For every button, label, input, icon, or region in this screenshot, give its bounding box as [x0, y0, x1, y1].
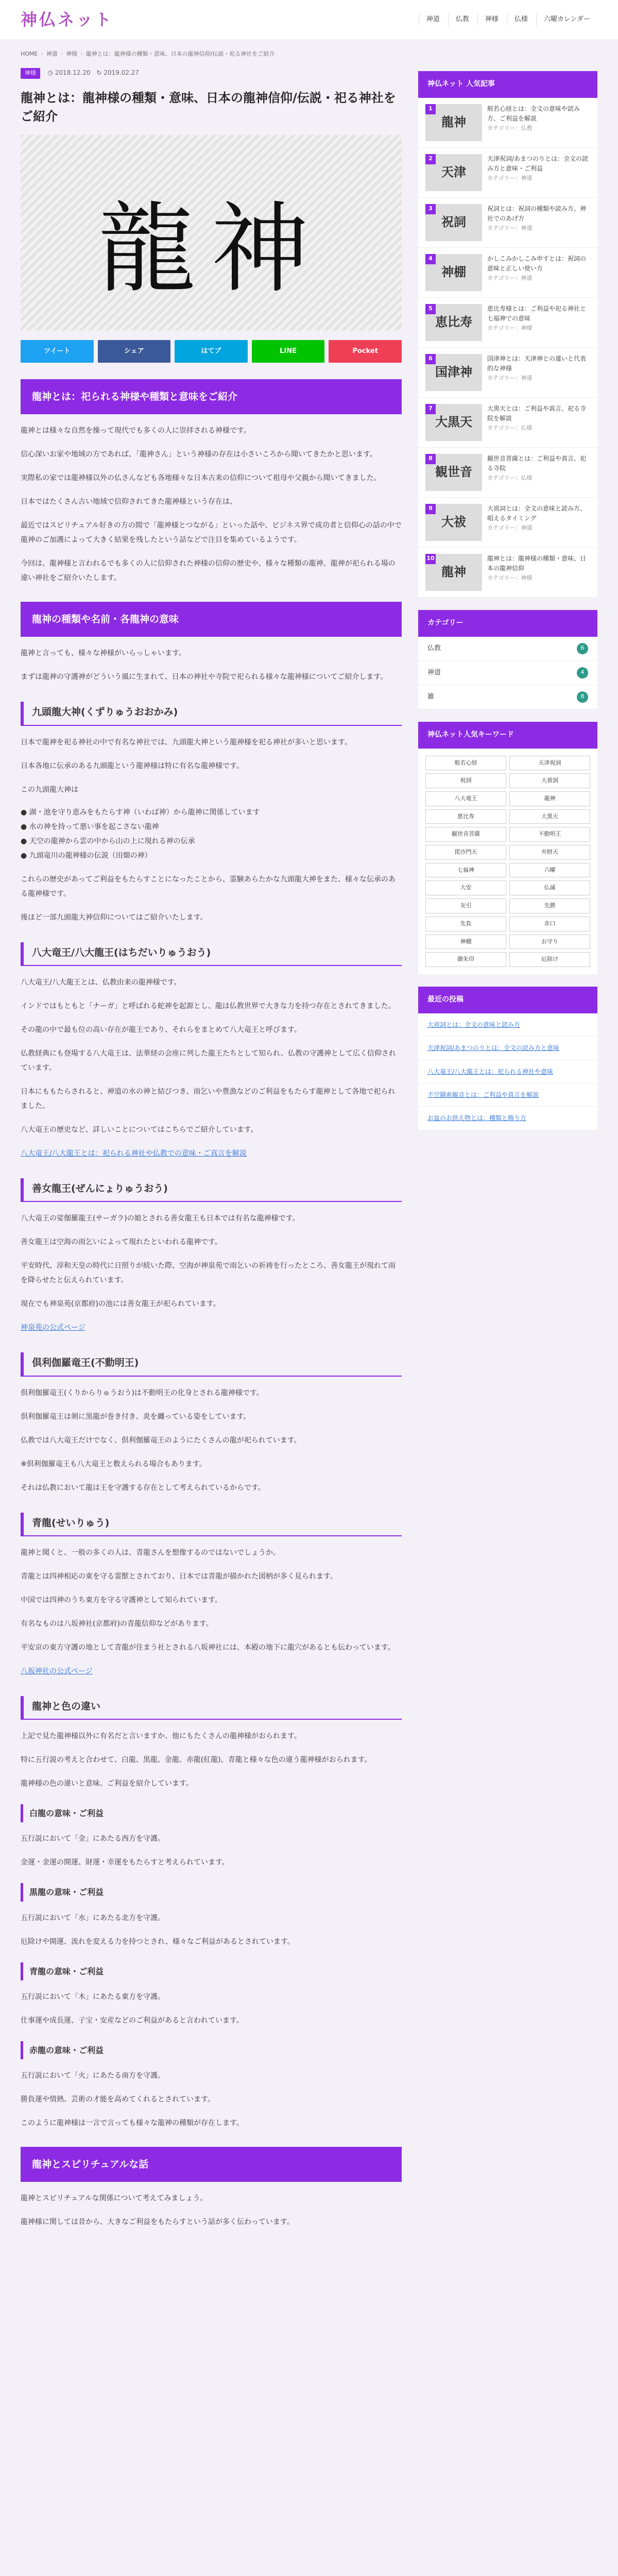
ranking-item[interactable] — [418, 498, 597, 548]
ranking-thumb — [425, 154, 482, 191]
list-item: ● 九頭竜川の龍神様の伝説（田畑の神） — [21, 851, 152, 860]
link-paragraph — [21, 1320, 402, 1335]
ranking-thumb — [425, 254, 482, 291]
paragraph: それは仏教において龍は王を守護する存在として考えられているからです。 — [21, 1483, 265, 1492]
keyword-tag[interactable]: 先勝 — [509, 899, 590, 913]
ranking-thumb-text: 国津神 — [435, 364, 472, 380]
keyword-tag[interactable]: 天津祝詞 — [509, 756, 590, 771]
keyword-tag[interactable]: 仏滅 — [509, 880, 590, 895]
ranking-number: 2 — [425, 154, 436, 164]
ranking-text-block — [487, 204, 590, 241]
sub-heading: 倶利伽羅竜王(不動明王) — [21, 1352, 402, 1376]
ranking-text-block — [487, 554, 590, 591]
ranking-text-block — [487, 404, 590, 441]
share-label: シェア — [124, 347, 144, 355]
category-count: 4 — [577, 667, 588, 679]
section-heading: 龍神とは：祀られる神様や種類と意味をご紹介 — [21, 379, 402, 414]
recent-post-link[interactable]: 不空羂索観音とは：ご利益や真言を解説 — [427, 1091, 539, 1098]
nav-item[interactable]: 六曜カレンダー — [536, 13, 597, 26]
paragraph: 八大竜王の歴史など、詳しいことについてはこちらでご紹介しています。 — [21, 1125, 258, 1134]
breadcrumb — [21, 49, 274, 59]
ranking-item[interactable] — [418, 348, 597, 398]
updated-date: 2019.02.27 — [104, 69, 140, 76]
ranking-thumb-text: 祝詞 — [441, 214, 466, 230]
post-dates: ◷ 2018.12.20 ↻ 2019.02.27 — [47, 69, 140, 76]
paragraph: 日本にももたらされると、神道の水の神と結びつき、雨乞いや豊漁などのご利益をもたらす龍神として各地で祀られました。 — [21, 1087, 396, 1110]
minor-heading: 黒龍の意味・ご利益 — [21, 1883, 402, 1901]
ranking-title[interactable]: 天津祝詞/あまつのりとは：全文の読み方と意味・ご利益 — [487, 155, 589, 172]
share-button[interactable] — [252, 340, 325, 363]
keyword-tag[interactable]: 大黒天 — [509, 809, 590, 824]
paragraph: 有名なものは八坂神社(京都府)の青龍信仰などがあります。 — [21, 1619, 213, 1628]
ranking-thumb — [425, 504, 482, 541]
keyword-tag[interactable]: 神棚 — [425, 935, 506, 950]
bullet-list — [21, 805, 402, 863]
minor-heading: 白龍の意味・ご利益 — [21, 1804, 402, 1822]
ranking-item[interactable] — [418, 98, 597, 148]
breadcrumb-separator: › — [41, 50, 43, 57]
paragraph: 勝負運や情熱、芸術の才能を高めてくれるとされています。 — [21, 2095, 215, 2104]
global-nav — [419, 13, 597, 26]
minor-heading: 青龍の意味・ご利益 — [21, 1962, 402, 1980]
ranking-thumb-text: 龍神 — [441, 114, 466, 130]
recent-post-link[interactable]: 大祓詞とは：全文の意味と読み方 — [427, 1021, 521, 1028]
paragraph: 善女龍王は空海の雨乞いによって現れたといわれる龍神です。 — [21, 1238, 222, 1247]
ranking-category: カテゴリー：神道 — [487, 175, 533, 182]
breadcrumb-item[interactable]: HOME — [21, 50, 38, 57]
paragraph: 五行説において「金」にあたる西方を守護。 — [21, 1835, 165, 1843]
paragraph: 中国では四神のうち東方を守る守護神として知られています。 — [21, 1596, 222, 1604]
ranking-title[interactable]: 大祓詞とは：全文の意味と読み方、唱えるタイミング — [487, 504, 587, 522]
site-logo[interactable]: 神仏ネット — [21, 10, 114, 30]
article — [21, 67, 402, 2229]
article-body — [21, 379, 402, 2229]
keyword-tag[interactable]: 御朱印 — [425, 952, 506, 967]
list-item: ● 天空の龍神から雲の中から山の上に現れる神の伝承 — [21, 837, 195, 845]
ranking-title[interactable]: かしこみかしこみ申すとは：祝詞の意味と正しい使い方 — [487, 255, 587, 272]
paragraph: 八大竜王/八大龍王とは、仏教由来の龍神様です。 — [21, 978, 181, 987]
paragraph: 倶利伽羅竜王(くりからりゅうおう)は不動明王の化身とされる龍神様です。 — [21, 1388, 264, 1397]
keyword-tag[interactable]: 弁財天 — [509, 845, 590, 860]
paragraph: 最近ではスピリチュアル好きの方の間で「龍神様とつながる」といった話や、ビジネス界で成功者と信仰心の話の中で龍神のご加護によって大きく結果を残したという話などで注目を集めているようです。 — [21, 521, 402, 545]
sub-heading: 青龍(せいりゅう) — [21, 1513, 402, 1536]
ranking-category: カテゴリー：神様 — [487, 325, 533, 332]
category-name: 仏教 — [427, 644, 441, 652]
keyword-tag[interactable]: 祝詞 — [425, 773, 506, 788]
link-paragraph — [21, 1664, 402, 1679]
category-item[interactable] — [418, 637, 597, 661]
link-paragraph — [21, 1146, 402, 1161]
paragraph: 信心深いお家や地域の方であれば、「龍神さん」という神様の存在は小さいころから聞いてきたかと思います。 — [21, 450, 377, 459]
ranking-number: 1 — [425, 104, 436, 114]
paragraph: 後ほど一部九頭龍大神信仰についてはご紹介いたします。 — [21, 913, 208, 922]
ranking-category: カテゴリー：神道 — [487, 225, 533, 232]
ranking-category: カテゴリー：神道 — [487, 275, 533, 282]
paragraph: 龍神様に関しては昔から、大きなご利益をもたらすという話が多く伝わっています。 — [21, 2218, 294, 2227]
paragraph: ※倶利伽羅竜王も八大竜王と数えられる場合もあります。 — [21, 1460, 207, 1468]
paragraph: 五行説において「火」にあたる南方を守護。 — [21, 2071, 165, 2080]
share-label: はてブ — [201, 347, 221, 355]
section-heading: 龍神の種類や名前・各龍神の意味 — [21, 602, 402, 637]
category-name: 雑 — [427, 692, 435, 701]
ranking-item[interactable] — [418, 398, 597, 448]
article-link[interactable]: 八大竜王/八大龍王とは：祀られる神社や仏教での意味・ご真言を解説 — [21, 1149, 247, 1158]
ranking-thumb-text: 恵比寿 — [435, 314, 472, 330]
recent-posts-widget — [418, 987, 597, 1130]
share-button[interactable] — [98, 340, 171, 363]
ranking-thumb — [425, 204, 482, 241]
paragraph: 上記で見た龍神様以外に有名だと言いますか、他にもたくさんの龍神様がおられます。 — [21, 1732, 301, 1741]
categories-title: カテゴリー — [418, 610, 597, 637]
keyword-tag[interactable]: 大安 — [425, 880, 506, 895]
paragraph: これらの歴史があってご利益をもたらすことになったことから、霊験あらたかな九頭龍大神をまた、様々な伝承のある龍神様です。 — [21, 875, 396, 898]
site-header — [0, 0, 618, 40]
article-link[interactable]: 八坂神社の公式ページ — [21, 1667, 93, 1675]
section-heading: 龍神とスピリチュアルな話 — [21, 2147, 402, 2182]
paragraph: 日本で龍神を祀る神社の中で有名な神社では、九頭龍大神という龍神様を祀る神社が多いと思います。 — [21, 738, 352, 747]
paragraph: このように龍神様は一言で言っても様々な龍神の種類が存在します。 — [21, 2119, 244, 2127]
recent-post — [418, 1037, 597, 1060]
ranking-text-block — [487, 454, 590, 491]
breadcrumb-item[interactable]: 神道 — [46, 50, 58, 57]
share-button[interactable] — [329, 340, 402, 363]
eyecatch-image — [21, 135, 402, 331]
ranking-text-block — [487, 104, 590, 141]
recent-post-link[interactable]: お盆のお供え物とは：種類と飾り方 — [427, 1114, 527, 1122]
ranking-thumb — [425, 404, 482, 441]
paragraph: 仕事運や成長運、子宝・安産などのご利益があると言われています。 — [21, 2016, 244, 2025]
recent-post — [418, 1013, 597, 1037]
eyecatch-kanji: 龍神 — [97, 192, 324, 306]
ranking-thumb-text: 大祓 — [441, 514, 466, 530]
ranking-thumb-text: 龍神 — [441, 564, 466, 580]
nav-item[interactable]: 仏様 — [507, 13, 535, 26]
ranking-thumb-text: 天津 — [441, 164, 466, 180]
ranking-item[interactable] — [418, 248, 597, 298]
keyword-tag[interactable]: お守り — [509, 935, 590, 950]
ranking-title[interactable]: 観世音菩薩とは：ご利益や真言、祀る寺院 — [487, 454, 587, 472]
keyword-tag[interactable]: 般若心経 — [425, 756, 506, 771]
share-label: LINE — [280, 347, 297, 355]
keyword-widget — [418, 722, 597, 974]
paragraph: 龍神と聞くと、一般の多くの人は、青龍さんを想像するのではないでしょうか。 — [21, 1548, 280, 1557]
ranking-thumb-text: 観世音 — [435, 464, 472, 480]
recent-post-link[interactable]: 八大竜王/八大龍王とは：祀られる神社や意味 — [427, 1067, 554, 1075]
ranking-number: 10 — [425, 554, 436, 564]
page-title: 龍神とは：龍神様の種類・意味、日本の龍神信仰/伝説・祀る神社をご紹介 — [21, 90, 396, 124]
recent-post-link[interactable]: 天津祝詞/あまつのりとは：全文の読み方と意味 — [427, 1044, 560, 1052]
paragraph: 五行説において「木」にあたる東方を守護。 — [21, 1992, 165, 2001]
paragraph: 今回は、龍神様と言われるでも多くの人に信仰された神様の信仰の歴史や、様々な種類の龍神、龍神が祀られる場の違い神社をご紹介いたします。 — [21, 560, 396, 583]
keyword-tag[interactable]: 七福神 — [425, 863, 506, 878]
ranking-title[interactable]: 国津神とは：天津神との違いと代表的な神様 — [487, 354, 587, 372]
paragraph: インドではもともと「ナーガ」と呼ばれる蛇神を起源とし、龍は仏教世界で大きな力を持つ存在とされてきました。 — [21, 1002, 396, 1010]
ranking-number: 7 — [425, 404, 436, 414]
share-button[interactable] — [21, 340, 94, 363]
keyword-tag[interactable]: 友引 — [425, 899, 506, 913]
paragraph: 日本各地に伝承のある九頭龍という龍神様は特に有名な龍神様です。 — [21, 761, 244, 770]
keyword-tag[interactable]: 毘沙門天 — [425, 845, 506, 860]
category-tag[interactable]: 神様 — [21, 68, 40, 79]
recent-post — [418, 1083, 597, 1107]
recent-post — [418, 1060, 597, 1083]
sidebar — [418, 71, 597, 1143]
ranking-thumb — [425, 554, 482, 591]
paragraph: 青龍とは四神相応の東を守る霊獣とされており、日本では青龍が描かれた図柄が多く見られます。 — [21, 1572, 337, 1581]
share-label: ツイート — [44, 347, 71, 355]
paragraph: まずは龍神の守護神がどういう風に生まれて、日本の神社や寺院で祀られる様々な龍神様についてご紹介します。 — [21, 673, 388, 682]
paragraph: 仏教経典にも登場する八大竜王は、法華経の会座に列した龍王たちとして知られ、仏教の守護神として広く信仰されています。 — [21, 1049, 396, 1072]
paragraph: 龍神とは様々な自然を操って現代でも多くの人に崇拝される神様です。 — [21, 427, 251, 435]
ranking-thumb — [425, 354, 482, 391]
ranking-title[interactable]: 大黒天とは：ご利益や真言、祀る寺院を解説 — [487, 404, 587, 422]
recent-title: 最近の投稿 — [418, 987, 597, 1013]
ranking-category: カテゴリー：神様 — [487, 574, 533, 582]
article-link[interactable]: 神泉苑の公式ページ — [21, 1324, 85, 1332]
ranking-item[interactable] — [418, 298, 597, 348]
ranking-category: カテゴリー：神道 — [487, 524, 533, 532]
ranking-number: 3 — [425, 204, 436, 214]
recent-post — [418, 1107, 597, 1130]
keyword-tag[interactable]: 赤口 — [509, 917, 590, 931]
sub-heading: 九頭龍大神(くずりゅうおおかみ) — [21, 702, 402, 725]
category-item[interactable] — [418, 685, 597, 709]
paragraph: この九頭龍大神は — [21, 785, 78, 794]
paragraph: その龍の中で最も位の高い存在が龍王であり、それらをまとめて八大竜王と呼びます。 — [21, 1025, 301, 1034]
breadcrumb-separator: › — [60, 50, 63, 57]
list-item: ● 水の神を持って悪い事を起こさない龍神 — [21, 822, 159, 831]
ranking-thumb — [425, 104, 482, 141]
paragraph: 平安時代、淳和天皇の時代に日照りが続いた際、空海が神泉苑で雨乞いの祈祷を行ったところ、善女龍王が現れて雨を降らせたと伝えられています。 — [21, 1262, 396, 1285]
paragraph: 現在でも神泉苑(京都府)の池には善女龍王が祀られています。 — [21, 1300, 220, 1309]
sub-heading: 善女龍王(ぜんにょりゅうおう) — [21, 1178, 402, 1202]
ranking-text-block — [487, 354, 590, 391]
ranking-thumb — [425, 454, 482, 491]
paragraph: 八大竜王の娑伽羅龍王(サーガラ)の娘とされる善女龍王も日本では有名な龍神様です。 — [21, 1214, 300, 1223]
category-count: 8 — [577, 691, 588, 703]
ranking-number: 9 — [425, 504, 436, 514]
keyword-tag[interactable]: 不動明王 — [509, 827, 590, 842]
paragraph: 龍神と言っても、様々な神様がいらっしゃいます。 — [21, 649, 186, 658]
ranking-number: 4 — [425, 254, 436, 264]
keyword-tag[interactable]: 大祓詞 — [509, 773, 590, 788]
paragraph: 金運・金運の開運、財運・幸運をもたらすと考えられています。 — [21, 1858, 229, 1867]
paragraph: 実際私の家では龍神様以外の仏さんなども各地様々な日本古来の信仰について祖母や父親から聞いてきました。 — [21, 474, 381, 483]
category-name: 神道 — [427, 668, 441, 676]
keyword-tag[interactable]: 龍神 — [509, 791, 590, 806]
ranking-text-block — [487, 254, 590, 291]
paragraph: 龍神様の色の違いと意味、ご利益を紹介しています。 — [21, 1780, 193, 1788]
ranking-text-block — [487, 504, 590, 541]
ranking-item[interactable] — [418, 198, 597, 248]
ranking-title: 神仏ネット 人気記事 — [418, 71, 597, 98]
ranking-category: カテゴリー：神道 — [487, 375, 533, 382]
paragraph: 日本ではたくさん古い地域で信仰されてきた龍神様という存在は、 — [21, 498, 237, 506]
breadcrumb-item[interactable]: 神様 — [66, 50, 78, 57]
keyword-tag[interactable]: 恵比寿 — [425, 809, 506, 824]
paragraph: 仏教では八大竜王だけでなく、倶利伽羅竜王のようにたくさんの龍が祀られています。 — [21, 1436, 301, 1445]
ranking-item[interactable] — [418, 448, 597, 498]
ranking-category: カテゴリー：仏教 — [487, 125, 533, 132]
ranking-number: 5 — [425, 304, 436, 314]
ranking-number: 6 — [425, 354, 436, 364]
share-buttons — [21, 340, 402, 363]
keyword-tag[interactable]: 先負 — [425, 917, 506, 931]
ranking-text-block — [487, 304, 590, 341]
paragraph: 厄除けや開運、流れを変える力を持つとされ、様々なご利益があるとされています。 — [21, 1937, 295, 1946]
ranking-title[interactable]: 龍神とは：龍神様の種類・意味、日本の龍神信仰 — [487, 554, 587, 572]
ranking-item[interactable] — [418, 548, 597, 598]
sub-heading: 八大竜王/八大龍王(はちだいりゅうおう) — [21, 942, 402, 966]
nav-item[interactable]: 神道 — [419, 13, 447, 26]
sub-heading: 龍神と色の違い — [21, 1696, 402, 1720]
keyword-tag[interactable]: 六曜 — [509, 863, 590, 878]
ranking-thumb-text: 神棚 — [441, 264, 466, 280]
share-label: Pocket — [352, 347, 378, 355]
nav-item[interactable]: 神様 — [477, 13, 506, 26]
minor-heading: 赤龍の意味・ご利益 — [21, 2041, 402, 2059]
paragraph: 龍神とスピリチュアルな関係について考えてみましょう。 — [21, 2194, 208, 2203]
keyword-tag[interactable]: 観世音菩薩 — [425, 827, 506, 842]
ranking-number: 8 — [425, 454, 436, 464]
category-item[interactable] — [418, 661, 597, 685]
paragraph: 五行説において「水」にあたる北方を守護。 — [21, 1913, 165, 1922]
breadcrumb-separator: › — [80, 50, 83, 57]
keyword-tag[interactable]: 厄除け — [509, 952, 590, 967]
nav-item[interactable]: 仏教 — [448, 13, 476, 26]
paragraph: 平安京の東方守護の地として青龍が住まう社とされる八坂神社には、本殿の地下に龍穴があるとも伝わっています。 — [21, 1643, 395, 1652]
ranking-item[interactable] — [418, 148, 597, 198]
ranking-thumb — [425, 304, 482, 341]
keyword-tag[interactable]: 八大竜王 — [425, 791, 506, 806]
posted-date: 2018.12.20 — [55, 69, 91, 76]
ranking-widget — [418, 71, 597, 598]
list-item: ● 湖・池を守り恵みをもたらす神（いわば神）から龍神に関係しています — [21, 808, 260, 817]
ranking-thumb-text: 大黒天 — [435, 414, 472, 430]
category-widget — [418, 610, 597, 709]
ranking-category: カテゴリー：仏様 — [487, 425, 533, 432]
ranking-title[interactable]: 恵比寿様とは：ご利益や祀る神社と七福神での意味 — [487, 304, 587, 322]
ranking-title[interactable]: 祝詞とは：祝詞の種類や読み方、神社でのあげ方 — [487, 205, 587, 222]
keywords-title: 神仏ネット人気キーワード — [418, 722, 597, 749]
ranking-title[interactable]: 般若心経とは：全文の意味や読み方、ご利益を解説 — [487, 105, 580, 122]
paragraph: 特に五行説の考えと合わせて、白龍、黒龍、金龍、赤龍(紅龍)、青龍と様々な色の違う龍神様がおられます。 — [21, 1756, 372, 1765]
share-button[interactable] — [175, 340, 248, 363]
breadcrumb-item: 龍神とは：龍神様の種類・意味、日本の龍神信仰/伝説・祀る神社をご紹介 — [85, 50, 275, 57]
paragraph: 倶利伽羅竜王は剣に黒龍が巻き付き、炎を纏っている姿をしています。 — [21, 1412, 251, 1421]
category-count: 6 — [577, 643, 588, 654]
ranking-category: カテゴリー：仏様 — [487, 474, 533, 482]
ranking-text-block — [487, 154, 590, 191]
